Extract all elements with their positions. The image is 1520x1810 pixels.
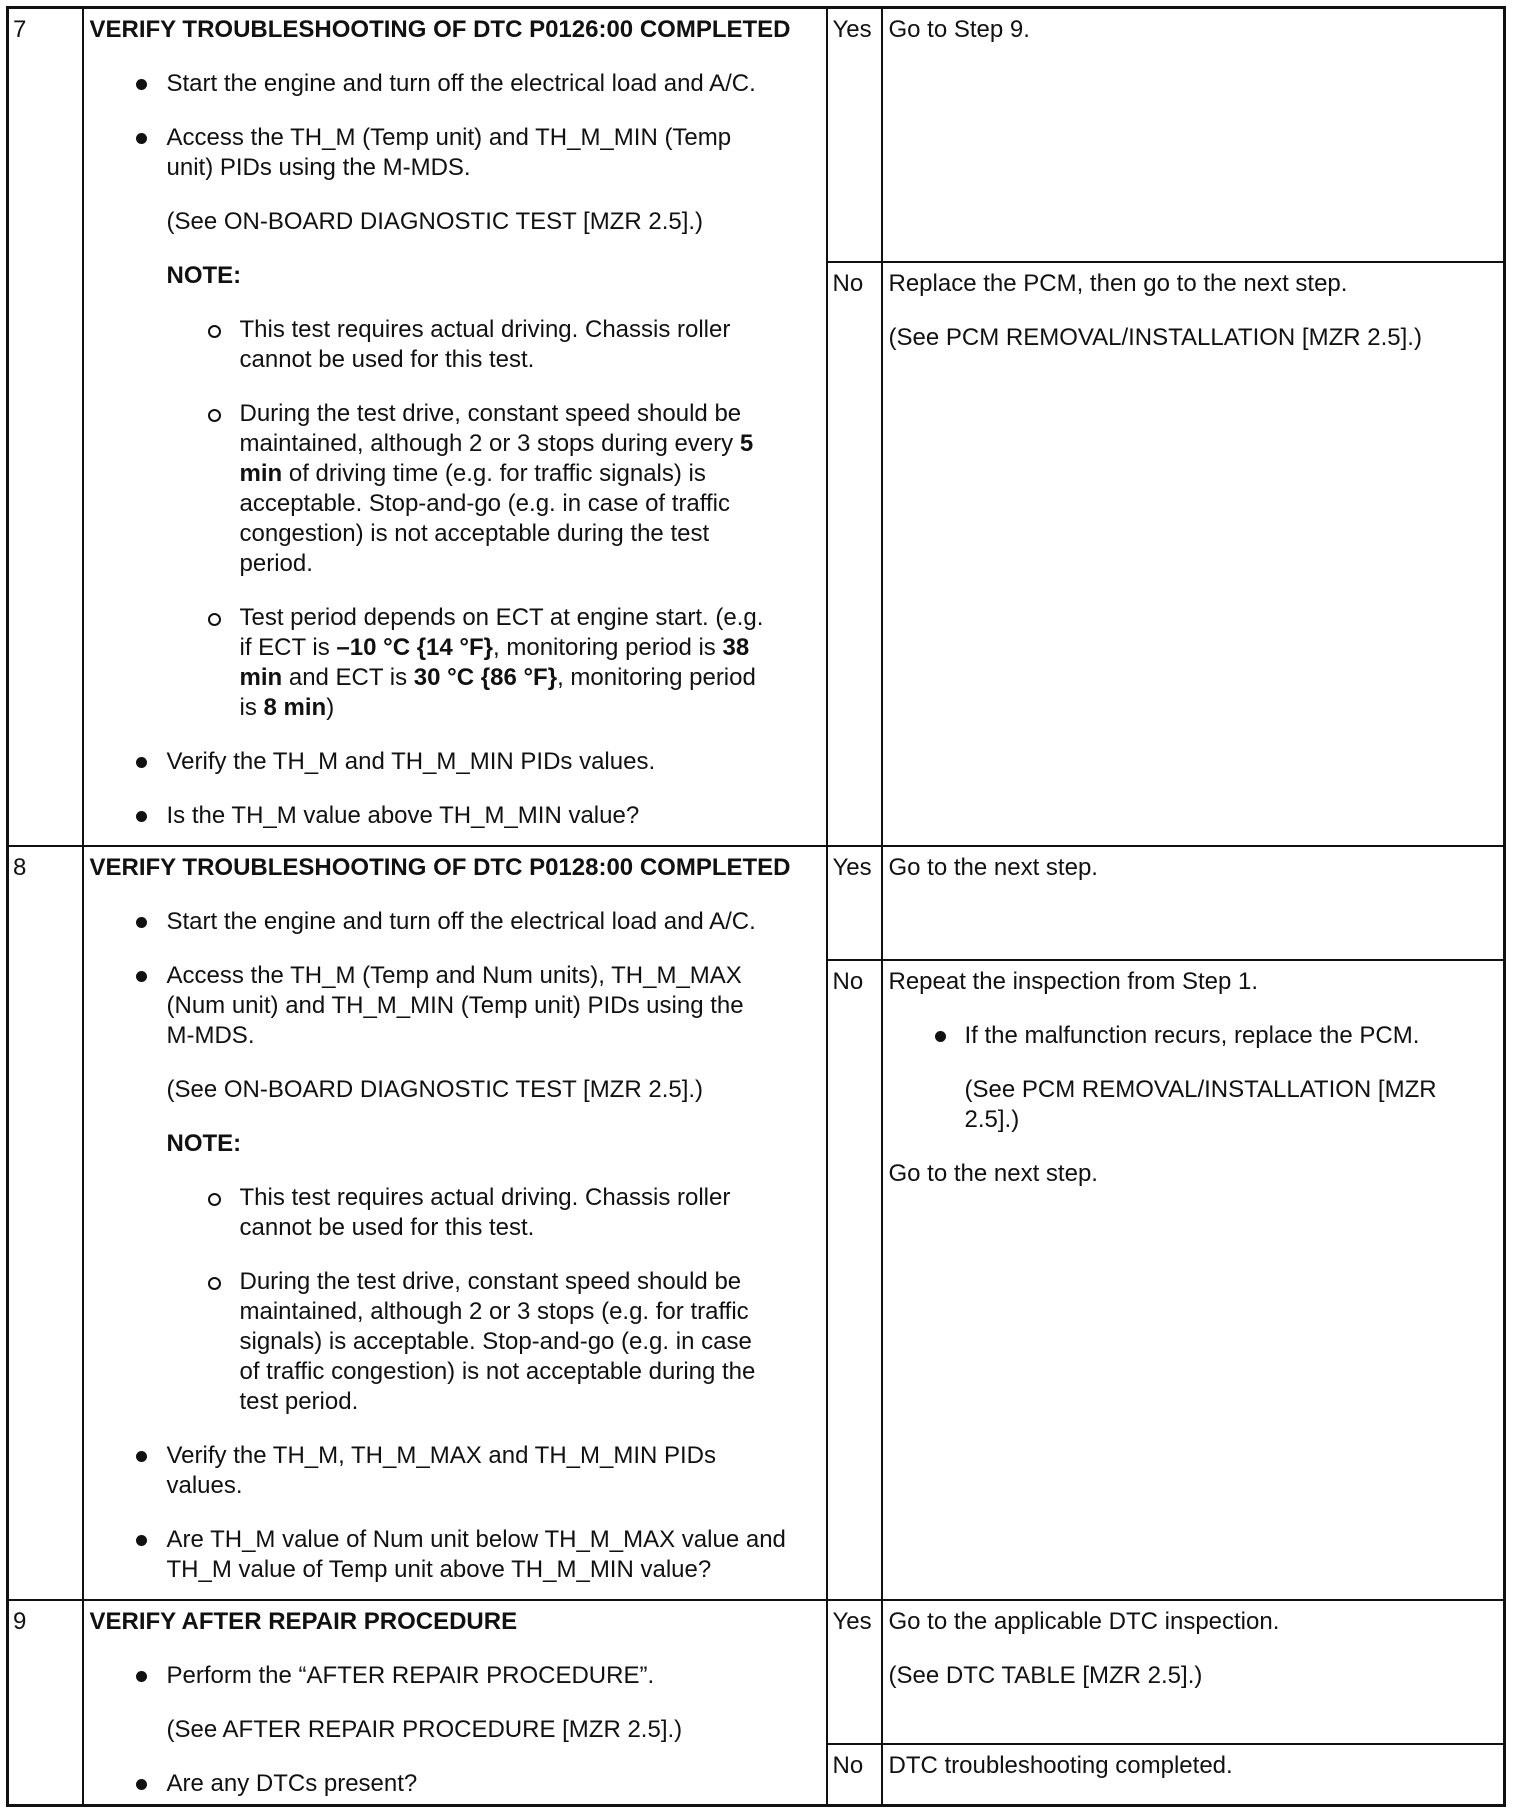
yes-label: Yes: [827, 1600, 882, 1744]
list-item: Access the TH_M (Temp unit) and TH_M_MIN (Temp unit) PIDs using the M-MDS.: [90, 123, 818, 183]
reference-link[interactable]: (See PCM REMOVAL/INSTALLATION [MZR 2.5].): [964, 1075, 1437, 1133]
step-title: VERIFY AFTER REPAIR PROCEDURE: [89, 1607, 518, 1635]
note-label: NOTE:: [166, 262, 242, 289]
no-result: Replace the PCM, then go to the next step. (See PCM REMOVAL/INSTALLATION [MZR 2.5].): [882, 262, 1505, 846]
reference-link[interactable]: (See AFTER REPAIR PROCEDURE [MZR 2.5].): [166, 1715, 683, 1743]
list-item: If the malfunction recurs, replace the PCM.: [889, 1021, 1494, 1051]
step-number: 9: [8, 1600, 83, 1806]
list-item: Perform the “AFTER REPAIR PROCEDURE”.: [90, 1661, 818, 1691]
yes-result: Go to Step 9.: [882, 8, 1505, 262]
reference-link[interactable]: (See ON-BOARD DIAGNOSTIC TEST [MZR 2.5].): [166, 208, 704, 235]
step-action: [83, 846, 827, 1600]
list-item: Are TH_M value of Num unit below TH_M_MAX value and TH_M value of Temp unit above TH_M_MIN value?: [90, 1525, 818, 1585]
step-action: [83, 1600, 827, 1806]
table-row: [8, 846, 1505, 960]
no-label: No: [827, 1744, 882, 1806]
note-item: During the test drive, constant speed should be maintained, although 2 or 3 stops during every 5 min of driving time (e.g. for traffic signals) is acceptable. Stop-and-go (e.g. in case of traffic congestion) is not acceptable during the test period.: [90, 399, 818, 579]
no-result: Repeat the inspection from Step 1. If the malfunction recurs, replace the PCM. (See PCM REMOVAL/INSTALLATION [MZR 2.5].) Go to the next step.: [882, 960, 1505, 1600]
yes-result: Go to the next step.: [882, 846, 1505, 960]
reference-link[interactable]: (See DTC TABLE [MZR 2.5].): [888, 1661, 1203, 1689]
reference-link[interactable]: (See PCM REMOVAL/INSTALLATION [MZR 2.5].): [888, 323, 1422, 351]
note-label: NOTE:: [166, 1129, 242, 1157]
yes-result: Go to the applicable DTC inspection. (See DTC TABLE [MZR 2.5].): [882, 1600, 1505, 1744]
yes-label: Yes: [827, 846, 882, 960]
yes-label: Yes: [827, 8, 882, 262]
note-item: This test requires actual driving. Chassis roller cannot be used for this test.: [90, 1183, 818, 1243]
list-item: Are any DTCs present?: [90, 1769, 818, 1799]
list-item: Access the TH_M (Temp and Num units), TH_M_MAX (Num unit) and TH_M_MIN (Temp unit) PIDs using the M-MDS.: [90, 961, 818, 1051]
table-row: [8, 8, 1505, 262]
list-item: Start the engine and turn off the electrical load and A/C.: [90, 907, 818, 937]
no-label: No: [827, 960, 882, 1600]
step-title: VERIFY TROUBLESHOOTING OF DTC P0126:00 COMPLETED: [89, 16, 791, 43]
step-number: 7: [8, 8, 83, 846]
note-item: Test period depends on ECT at engine start. (e.g. if ECT is –10 °C {14 °F}, monitoring period is 38 min and ECT is 30 °C {86 °F}, monitoring period is 8 min): [90, 603, 818, 723]
note-item: This test requires actual driving. Chassis roller cannot be used for this test.: [90, 315, 818, 375]
step-action: [83, 8, 827, 846]
no-label: No: [827, 262, 882, 846]
step-number: 8: [8, 846, 83, 1600]
list-item: Is the TH_M value above TH_M_MIN value?: [90, 801, 818, 831]
table-row: [8, 1600, 1505, 1744]
step-title: VERIFY TROUBLESHOOTING OF DTC P0128:00 COMPLETED: [89, 853, 791, 881]
list-item: Verify the TH_M and TH_M_MIN PIDs values.: [90, 747, 818, 777]
no-result: DTC troubleshooting completed.: [882, 1744, 1505, 1806]
list-item: Verify the TH_M, TH_M_MAX and TH_M_MIN PIDs values.: [90, 1441, 818, 1501]
troubleshooting-table: [6, 6, 1506, 1807]
note-item: During the test drive, constant speed should be maintained, although 2 or 3 stops (e.g. for traffic signals) is acceptable. Stop-and-go (e.g. in case of traffic congestion) is not acceptable during the test period.: [90, 1267, 818, 1417]
reference-link[interactable]: (See ON-BOARD DIAGNOSTIC TEST [MZR 2.5].): [166, 1075, 704, 1103]
list-item: Start the engine and turn off the electrical load and A/C.: [90, 69, 818, 99]
